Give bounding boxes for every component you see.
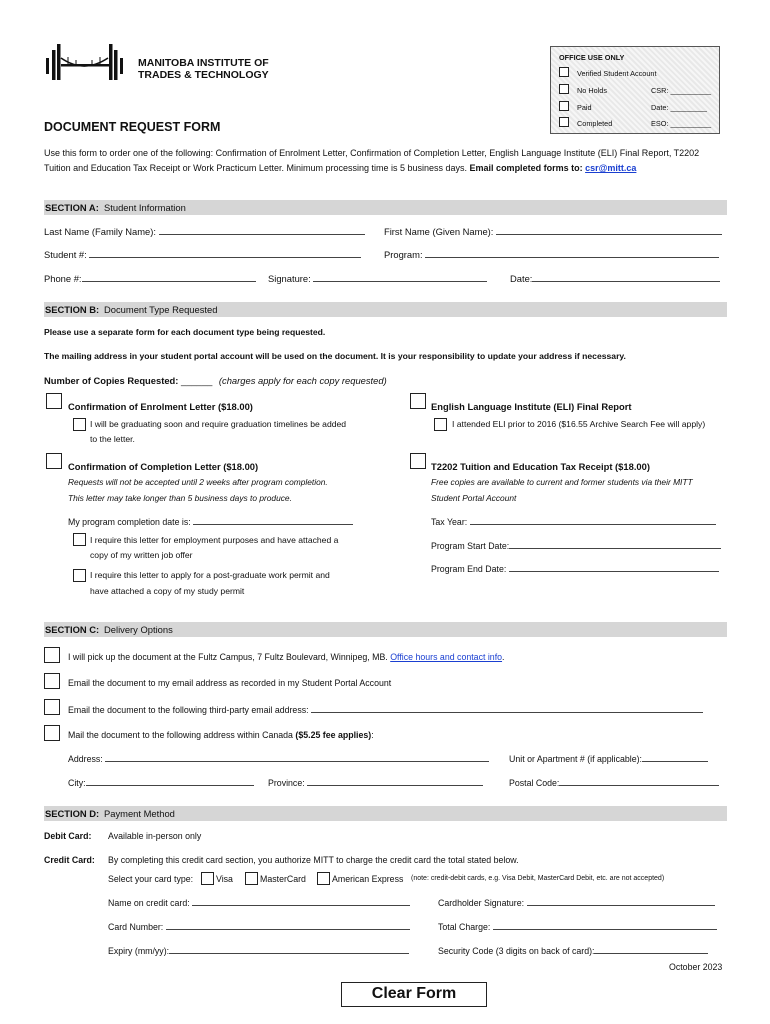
office-hours-link[interactable]: Office hours and contact info — [390, 652, 503, 662]
province-field[interactable] — [268, 777, 483, 788]
unit-field[interactable] — [509, 753, 708, 764]
graduation-timelines-label2: to the letter. — [90, 434, 135, 444]
debit-card-label: Debit Card: — [44, 831, 92, 841]
tax-year-label: Tax Year: — [431, 517, 468, 527]
phone-field[interactable] — [44, 273, 256, 284]
section-b-header — [44, 302, 727, 317]
intro-line2-text: Tuition and Education Tax Receipt or Work Practicum Letter. Minimum processing time is 5 business days. — [44, 163, 468, 173]
verified-checkbox[interactable] — [559, 67, 569, 77]
form-version-date: October 2023 — [669, 962, 723, 972]
completion-letter-checkbox[interactable] — [46, 453, 62, 469]
address-field[interactable] — [68, 753, 489, 764]
no-holds-label: No Holds — [577, 86, 608, 95]
expiry-field[interactable] — [108, 945, 409, 956]
amex-label: American Express — [332, 874, 404, 884]
mail-option: Mail the document to the following address within Canada ($5.25 fee applies): — [68, 730, 374, 740]
mailing-address-note: The mailing address in your student portal account will be used on the document. It is your responsibility to update your address if necessary. — [44, 351, 626, 361]
address-label: Address: — [68, 754, 103, 764]
first-name-field[interactable] — [384, 226, 722, 237]
signature-label: Signature: — [268, 273, 311, 284]
section-c-tag: SECTION C: — [45, 624, 100, 635]
section-a-header — [44, 200, 727, 215]
t2202-checkbox[interactable] — [410, 453, 426, 469]
clear-form-button[interactable]: Clear Form — [341, 982, 487, 1007]
pickup-checkbox[interactable] — [44, 647, 60, 663]
employment-label2: copy of my written job offer — [90, 550, 193, 560]
enrolment-letter-label: Confirmation of Enrolment Letter ($18.00) — [68, 401, 253, 412]
total-charge-field[interactable] — [438, 921, 717, 932]
date-label: Date: — [510, 273, 533, 284]
mail-label: Mail the document to the following address within Canada — [68, 730, 293, 740]
program-start-field[interactable] — [431, 540, 721, 551]
completed-checkbox[interactable] — [559, 117, 569, 127]
program-start-label: Program Start Date: — [431, 541, 510, 551]
completion-date-label: My program completion date is: — [68, 517, 191, 527]
enrolment-letter-checkbox[interactable] — [46, 393, 62, 409]
completion-letter-label: Confirmation of Completion Letter ($18.00) — [68, 461, 259, 472]
graduation-timelines-checkbox[interactable] — [73, 418, 86, 431]
csr-email-link[interactable]: csr@mitt.ca — [585, 163, 637, 173]
section-b-tag: SECTION B: — [45, 304, 100, 315]
no-holds-checkbox[interactable] — [559, 84, 569, 94]
separate-form-note: Please use a separate form for each document type being requested. — [44, 327, 326, 337]
signature-field[interactable] — [268, 273, 487, 284]
program-end-field[interactable] — [431, 563, 719, 574]
office-use-heading: OFFICE USE ONLY — [559, 53, 625, 62]
mastercard-checkbox[interactable] — [245, 872, 258, 885]
card-number-label: Card Number: — [108, 922, 164, 932]
csr-label: CSR: __________ — [651, 86, 712, 95]
cardholder-signature-field[interactable] — [438, 897, 715, 908]
program-label: Program: — [384, 249, 423, 260]
visa-label: Visa — [216, 874, 233, 884]
postal-code-label: Postal Code: — [509, 778, 560, 788]
last-name-field[interactable] — [44, 226, 365, 237]
visa-checkbox[interactable] — [201, 872, 214, 885]
verified-label: Verified Student Account — [577, 69, 657, 78]
city-label: City: — [68, 778, 86, 788]
name-on-card-label: Name on credit card: — [108, 898, 190, 908]
org-name-line1: MANITOBA INSTITUTE OF — [138, 57, 269, 69]
mail-checkbox[interactable] — [44, 725, 60, 741]
office-date-label: Date: _________ — [651, 103, 707, 112]
program-end-label: Program End Date: — [431, 564, 507, 574]
email-portal-checkbox[interactable] — [44, 673, 60, 689]
section-d-tag: SECTION D: — [45, 808, 100, 819]
credit-card-text: By completing this credit card section, you authorize MITT to charge the credit card the total stated below. — [108, 855, 519, 865]
employment-checkbox[interactable] — [73, 533, 86, 546]
student-number-field[interactable] — [44, 249, 361, 260]
copies-note: (charges apply for each copy requested) — [218, 375, 387, 386]
mitt-logo-icon — [44, 44, 128, 80]
t2202-label: T2202 Tuition and Education Tax Receipt ($18.00) — [431, 461, 650, 472]
eli-archive-label: I attended ELI prior to 2016 ($16.55 Archive Search Fee will apply) — [452, 419, 706, 429]
work-permit-checkbox[interactable] — [73, 569, 86, 582]
card-type-note: (note: credit-debit cards, e.g. Visa Debit, MasterCard Debit, etc. are not accepted) — [411, 875, 665, 882]
paid-label: Paid — [577, 103, 592, 112]
copies-label: Number of Copies Requested: — [44, 375, 179, 386]
intro-line2 — [44, 163, 636, 173]
section-c-header — [44, 622, 727, 637]
completion-date-field[interactable] — [68, 516, 353, 527]
completion-note2: This letter may take longer than 5 business days to produce. — [68, 493, 292, 503]
copies-field[interactable] — [44, 375, 387, 386]
eso-label: ESO: __________ — [651, 119, 712, 128]
email-third-party-label: Email the document to the following third-party email address: — [68, 705, 309, 715]
name-on-card-field[interactable] — [108, 897, 410, 908]
form-title: DOCUMENT REQUEST FORM — [44, 120, 221, 134]
mail-fee: ($5.25 fee applies) — [295, 730, 372, 740]
program-field[interactable] — [384, 249, 719, 260]
tax-year-field[interactable] — [431, 516, 716, 527]
unit-label: Unit or Apartment # (if applicable): — [509, 754, 642, 764]
org-name-line2: TRADES & TECHNOLOGY — [138, 69, 269, 81]
cardholder-signature-label: Cardholder Signature: — [438, 898, 525, 908]
work-permit-label1: I require this letter to apply for a post-graduate work permit and — [90, 570, 330, 580]
date-field[interactable] — [510, 273, 720, 284]
security-code-field[interactable] — [438, 945, 708, 956]
province-label: Province: — [268, 778, 305, 788]
student-number-label: Student #: — [44, 249, 87, 260]
copies-blank: ______ — [181, 375, 213, 386]
pickup-option: I will pick up the document at the Fultz Campus, 7 Fultz Boulevard, Winnipeg, MB. Office hours and contact info. — [68, 652, 505, 662]
section-a-tag: SECTION A: — [45, 202, 99, 213]
email-third-party-checkbox[interactable] — [44, 699, 60, 715]
section-b-title: Document Type Requested — [104, 304, 218, 315]
last-name-label: Last Name (Family Name): — [44, 226, 157, 237]
section-a-title: Student Information — [104, 202, 186, 213]
card-number-field[interactable] — [108, 921, 410, 932]
email-forms-label: Email completed forms to: — [469, 163, 583, 173]
postal-code-field[interactable] — [509, 777, 719, 788]
completed-label: Completed — [577, 119, 613, 128]
intro-line1: Use this form to order one of the following: Confirmation of Enrolment Letter, Confirmation of Completion Letter, English Language Institute (ELI) Final Report, T2202 — [44, 148, 700, 158]
email-third-party-field[interactable] — [68, 704, 703, 715]
debit-card-text: Available in-person only — [108, 831, 202, 841]
t2202-note2: Student Portal Account — [431, 493, 517, 503]
select-card-type-label: Select your card type: — [108, 874, 194, 884]
eli-report-label: English Language Institute (ELI) Final Report — [431, 401, 632, 412]
pickup-label: I will pick up the document at the Fultz Campus, 7 Fultz Boulevard, Winnipeg, MB. — [68, 652, 388, 662]
total-charge-label: Total Charge: — [438, 922, 491, 932]
expiry-label: Expiry (mm/yy): — [108, 946, 170, 956]
paid-checkbox[interactable] — [559, 101, 569, 111]
office-use-box — [550, 46, 720, 134]
city-field[interactable] — [68, 777, 254, 788]
completion-note1: Requests will not be accepted until 2 weeks after program completion. — [68, 477, 328, 487]
graduation-timelines-label1: I will be graduating soon and require graduation timelines be added — [90, 419, 347, 429]
section-c-title: Delivery Options — [104, 624, 173, 635]
credit-card-label: Credit Card: — [44, 855, 95, 865]
t2202-note1: Free copies are available to current and former students via their MITT — [431, 477, 693, 487]
first-name-label: First Name (Given Name): — [384, 226, 494, 237]
eli-archive-checkbox[interactable] — [434, 418, 447, 431]
section-d-header — [44, 806, 727, 821]
eli-report-checkbox[interactable] — [410, 393, 426, 409]
work-permit-label2: have attached a copy of my study permit — [90, 586, 245, 596]
phone-label: Phone #: — [44, 273, 82, 284]
email-portal-label: Email the document to my email address as recorded in my Student Portal Account — [68, 678, 392, 688]
mastercard-label: MasterCard — [260, 874, 306, 884]
section-d-title: Payment Method — [104, 808, 175, 819]
employment-label1: I require this letter for employment purposes and have attached a — [90, 535, 339, 545]
amex-checkbox[interactable] — [317, 872, 330, 885]
security-code-label: Security Code (3 digits on back of card): — [438, 946, 595, 956]
